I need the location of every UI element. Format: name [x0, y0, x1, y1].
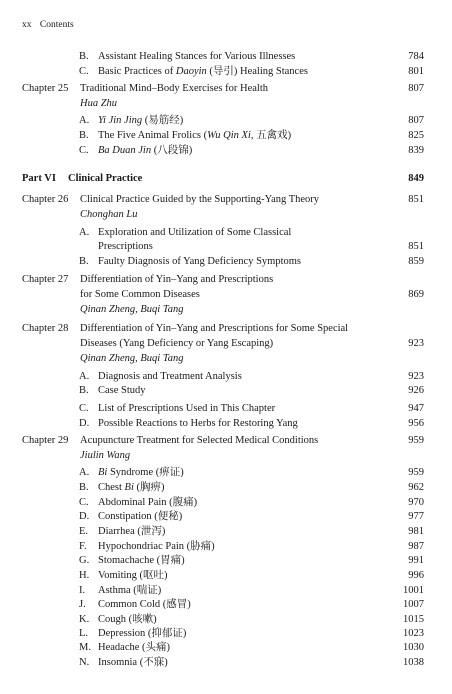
- section-letter: C.: [79, 145, 89, 156]
- section-letter: B.: [79, 482, 89, 493]
- section-text: Possible Reactions to Herbs for Restoring Yang: [98, 418, 298, 429]
- toc-row-section: [22, 384, 424, 398]
- chapter-title: Traditional Mind–Body Exercises for Health: [80, 83, 269, 94]
- page-number: 926: [408, 385, 424, 396]
- toc-row-section: [22, 569, 424, 583]
- section-letter: G.: [79, 555, 90, 566]
- toc-row-author: [22, 97, 424, 111]
- header-page-number: xx: [22, 20, 32, 30]
- section-text-italic: Wu Qin Xi: [207, 130, 251, 141]
- section-text-post: , 五禽戏): [250, 130, 292, 141]
- section-text: Common Cold (感冒): [98, 599, 191, 610]
- toc-row-section: [22, 481, 424, 495]
- header-title: Contents: [39, 20, 74, 30]
- toc-row-section: [22, 50, 424, 64]
- chapter-label: Chapter 25: [22, 83, 69, 94]
- chapter-label: Chapter 27: [22, 274, 69, 285]
- page-number: 869: [408, 289, 424, 300]
- page-number: 1007: [403, 599, 424, 610]
- section-letter: N.: [79, 657, 90, 668]
- toc-row-section: [22, 584, 424, 598]
- section-title-continued: Prescriptions: [98, 241, 153, 252]
- section-text: Stomachache (胃痛): [98, 555, 185, 566]
- section-text-italic: Bi: [124, 482, 134, 493]
- chapter-label: Chapter 29: [22, 435, 69, 446]
- section-letter: C.: [79, 497, 89, 508]
- toc-row-author: [22, 449, 424, 463]
- section-letter: D.: [79, 511, 90, 522]
- toc-row-section: [22, 65, 424, 79]
- page-number: 859: [408, 256, 424, 267]
- page-number: 959: [408, 435, 424, 446]
- section-letter: A.: [79, 115, 90, 126]
- toc-row-part: [22, 172, 424, 186]
- section-text: Vomiting (呕吐): [98, 570, 168, 581]
- page-number: 956: [408, 418, 424, 429]
- page-number: 970: [408, 497, 424, 508]
- section-letter: C.: [79, 403, 89, 414]
- page-number: 851: [408, 194, 424, 205]
- section-title: [98, 656, 168, 670]
- page-number: 977: [408, 511, 424, 522]
- toc-row-section: [22, 402, 424, 416]
- page-number: 962: [408, 482, 424, 493]
- section-text: Insomnia (不寐): [98, 657, 168, 668]
- toc-row-section: [22, 525, 424, 539]
- section-title: [98, 144, 192, 158]
- section-letter: J.: [79, 599, 86, 610]
- toc-row-chapter: [22, 322, 424, 336]
- section-letter: B.: [79, 256, 89, 267]
- section-text-post: Syndrome (痹证): [107, 467, 184, 478]
- section-letter: E.: [79, 526, 89, 537]
- section-text-post: (八段锦): [151, 145, 193, 156]
- section-text-italic: Daoyin: [175, 66, 207, 77]
- chapter-author: Jiulin Wang: [80, 450, 131, 461]
- toc-row-section: [22, 114, 424, 128]
- toc-row-cont: [22, 240, 424, 254]
- section-text: Case Study: [98, 385, 146, 396]
- section-title: [98, 569, 168, 583]
- toc-row-section: [22, 554, 424, 568]
- section-title: [98, 525, 165, 539]
- toc-row-section: [22, 370, 424, 384]
- section-title: [98, 554, 185, 568]
- section-text-post: (易筋经): [142, 115, 184, 126]
- chapter-title-continued: for Some Common Diseases: [80, 289, 200, 300]
- part-label: Part VI: [22, 173, 56, 184]
- section-title: [98, 496, 197, 510]
- page-number: 1030: [403, 642, 424, 653]
- section-title: [98, 584, 161, 598]
- section-text-pre: Basic Practices of: [98, 66, 176, 77]
- section-title: [98, 402, 275, 416]
- section-letter: C.: [79, 66, 89, 77]
- section-title: [98, 65, 308, 79]
- section-text: Cough (咳嗽): [98, 614, 157, 625]
- section-letter: K.: [79, 614, 90, 625]
- chapter-title: Differentiation of Yin–Yang and Prescriptions for Some Special: [80, 323, 349, 334]
- toc-row-author: [22, 208, 424, 222]
- page-number: 784: [408, 51, 424, 62]
- section-letter: A.: [79, 467, 90, 478]
- section-title: [98, 613, 157, 627]
- section-title: [98, 627, 186, 641]
- toc-row-section: [22, 129, 424, 143]
- section-text: Hypochondriac Pain (胁痛): [98, 541, 215, 552]
- page-number: 849: [408, 173, 424, 184]
- section-text: Exploration and Utilization of Some Classical: [98, 227, 292, 238]
- section-title: [98, 510, 182, 524]
- section-text-pre: Chest: [98, 482, 125, 493]
- toc-row-section: [22, 598, 424, 612]
- section-letter: I.: [79, 585, 86, 596]
- section-text-italic: Yi Jin Jing: [98, 115, 143, 126]
- section-title: [98, 226, 291, 240]
- section-title: [98, 255, 301, 269]
- page-number: 947: [408, 403, 424, 414]
- section-text: Assistant Healing Stances for Various Illnesses: [98, 51, 296, 62]
- section-title: [98, 129, 291, 143]
- toc-row-section: [22, 540, 424, 554]
- chapter-label: Chapter 28: [22, 323, 69, 334]
- section-text-italic: Ba Duan Jin: [98, 145, 152, 156]
- toc-row-section: [22, 255, 424, 269]
- section-title: [98, 370, 242, 384]
- section-title: [98, 598, 191, 612]
- section-text: Diarrhea (泄泻): [98, 526, 166, 537]
- section-letter: L.: [79, 628, 89, 639]
- section-text: List of Prescriptions Used in This Chapter: [98, 403, 276, 414]
- page-number: 923: [408, 371, 424, 382]
- section-title: [98, 481, 165, 495]
- chapter-title-continued: Diseases (Yang Deficiency or Yang Escaping): [80, 338, 274, 349]
- section-text: Faulty Diagnosis of Yang Deficiency Symptoms: [98, 256, 301, 267]
- section-letter: H.: [79, 570, 90, 581]
- section-letter: F.: [79, 541, 87, 552]
- toc-row-chapter-cont: [22, 288, 424, 302]
- toc-row-section: [22, 510, 424, 524]
- toc-row-chapter: [22, 434, 424, 448]
- toc-row-author: [22, 303, 424, 317]
- page-number: 807: [408, 83, 424, 94]
- toc-row-section: [22, 627, 424, 641]
- section-text: Depression (抑郁证): [98, 628, 187, 639]
- toc-row-section: [22, 226, 424, 240]
- chapter-author: Chonghan Lu: [80, 209, 138, 220]
- page-number: 987: [408, 541, 424, 552]
- section-title: [98, 114, 183, 128]
- page-number: 807: [408, 115, 424, 126]
- chapter-author: Hua Zhu: [80, 98, 118, 109]
- section-title: [98, 50, 295, 64]
- section-title: [98, 641, 170, 655]
- part-title: Clinical Practice: [68, 173, 143, 184]
- section-title: [98, 384, 146, 398]
- section-text-pre: The Five Animal Frolics (: [98, 130, 208, 141]
- toc-row-section: [22, 641, 424, 655]
- toc-row-section: [22, 417, 424, 431]
- page-number: 996: [408, 570, 424, 581]
- page-number: 1015: [403, 614, 424, 625]
- toc-row-section: [22, 466, 424, 480]
- toc-row-section: [22, 613, 424, 627]
- section-text: Asthma (喘证): [98, 585, 162, 596]
- chapter-author: Qinan Zheng, Buqi Tang: [80, 353, 184, 364]
- page-number: 1001: [403, 585, 424, 596]
- chapter-author: Qinan Zheng, Buqi Tang: [80, 304, 184, 315]
- toc-row-chapter: [22, 82, 424, 96]
- page-number: 959: [408, 467, 424, 478]
- toc-row-section: [22, 656, 424, 670]
- toc-row-chapter: [22, 273, 424, 287]
- toc-row-chapter-cont: [22, 337, 424, 351]
- toc-row-author: [22, 352, 424, 366]
- chapter-title: Clinical Practice Guided by the Supporting-Yang Theory: [80, 194, 320, 205]
- section-letter: B.: [79, 130, 89, 141]
- section-letter: B.: [79, 385, 89, 396]
- chapter-title: Acupuncture Treatment for Selected Medical Conditions: [80, 435, 319, 446]
- toc-row-chapter: [22, 193, 424, 207]
- toc-row-section: [22, 144, 424, 158]
- page-number: 839: [408, 145, 424, 156]
- page-number: 991: [408, 555, 424, 566]
- page-number: 801: [408, 66, 424, 77]
- section-text: Diagnosis and Treatment Analysis: [98, 371, 242, 382]
- section-text: Constipation (便秘): [98, 511, 183, 522]
- section-title: [98, 466, 184, 480]
- section-letter: B.: [79, 51, 89, 62]
- section-text: Headache (头痛): [98, 642, 171, 653]
- page-number: 981: [408, 526, 424, 537]
- section-letter: M.: [79, 642, 91, 653]
- page-number: 825: [408, 130, 424, 141]
- page-number: 1038: [403, 657, 424, 668]
- section-text: Abdominal Pain (腹痛): [98, 497, 198, 508]
- chapter-title: Differentiation of Yin–Yang and Prescriptions: [80, 274, 274, 285]
- section-letter: A.: [79, 227, 90, 238]
- section-title: [98, 540, 215, 554]
- toc-row-section: [22, 496, 424, 510]
- section-text-post: (胸痹): [133, 482, 165, 493]
- chapter-label: Chapter 26: [22, 194, 69, 205]
- section-text-italic: Bi: [98, 467, 108, 478]
- section-text-post: (导引) Healing Stances: [206, 66, 308, 77]
- page-number: 923: [408, 338, 424, 349]
- section-letter: A.: [79, 371, 90, 382]
- section-letter: D.: [79, 418, 90, 429]
- page-number: 851: [408, 241, 424, 252]
- page-number: 1023: [403, 628, 424, 639]
- section-title: [98, 417, 298, 431]
